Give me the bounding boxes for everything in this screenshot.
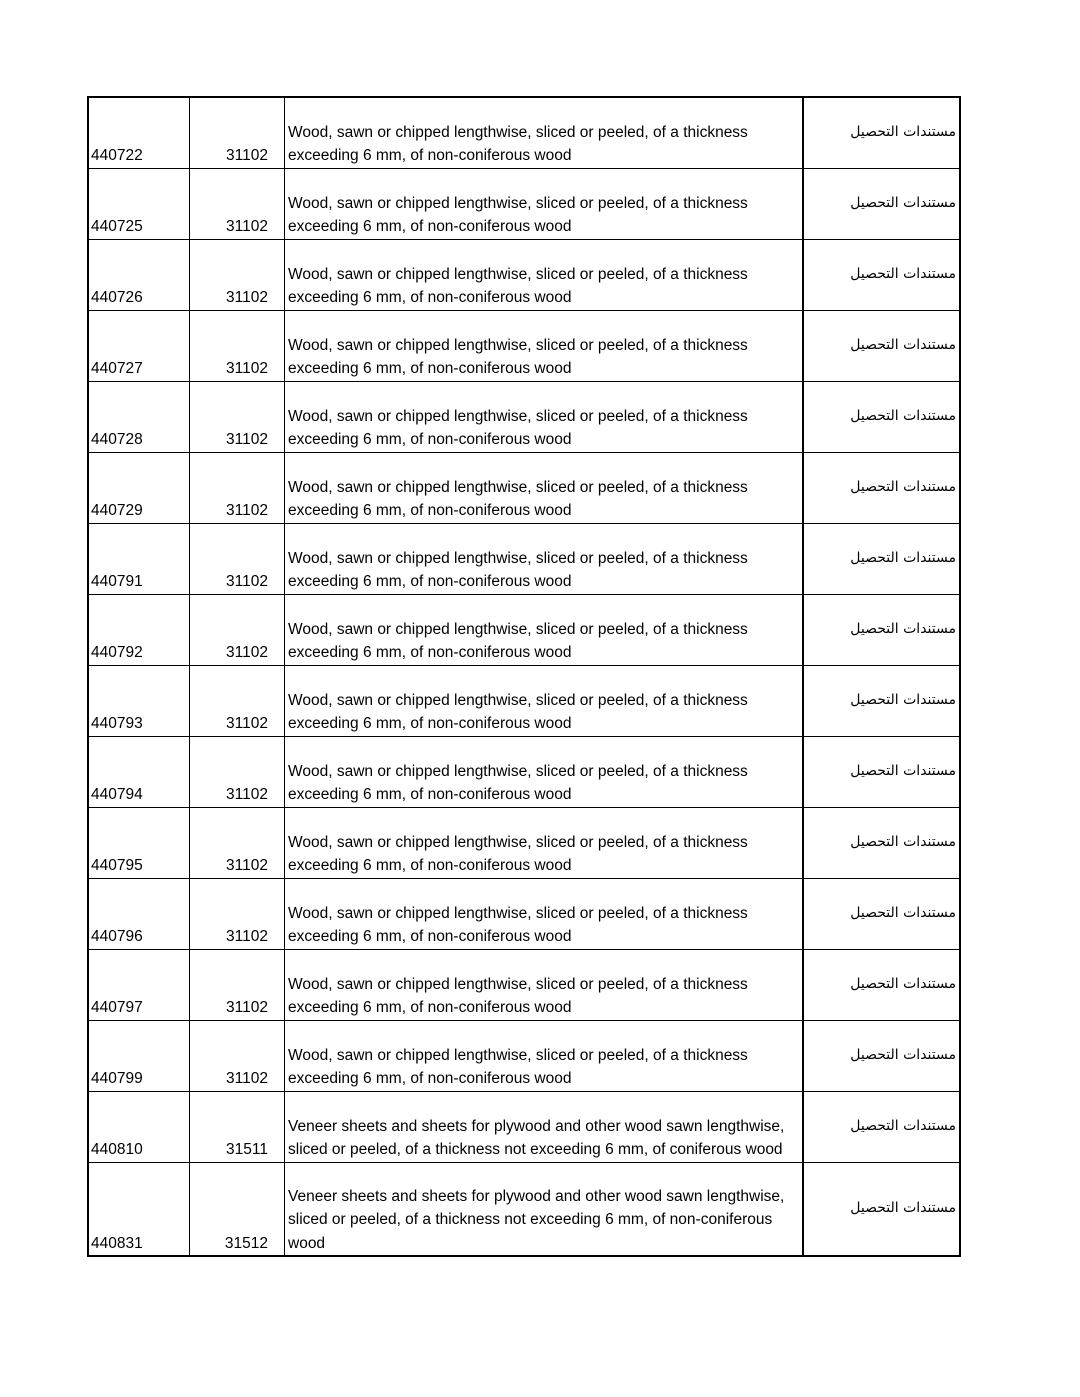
hs-code-cell: 440795 (88, 807, 190, 878)
hs-code-cell: 440793 (88, 665, 190, 736)
table-row (88, 736, 960, 807)
hs-code-cell: 440726 (88, 239, 190, 310)
table-row (88, 594, 960, 665)
hs-code-cell: 440728 (88, 381, 190, 452)
description-cell: Veneer sheets and sheets for plywood and other wood sawn lengthwise, sliced or peeled, of a thickness not exceeding 6 mm, of coniferous wood (285, 1091, 804, 1162)
document-type-cell: مستندات التحصيل (803, 1020, 960, 1091)
description-cell: Wood, sawn or chipped lengthwise, sliced or peeled, of a thickness exceeding 6 mm, of non-coniferous wood (285, 168, 804, 239)
category-code-cell: 31102 (190, 381, 285, 452)
hs-code-cell: 440794 (88, 736, 190, 807)
table-row (88, 1020, 960, 1091)
description-cell: Wood, sawn or chipped lengthwise, sliced or peeled, of a thickness exceeding 6 mm, of non-coniferous wood (285, 1020, 804, 1091)
table-row (88, 97, 960, 168)
description-cell: Wood, sawn or chipped lengthwise, sliced or peeled, of a thickness exceeding 6 mm, of non-coniferous wood (285, 310, 804, 381)
hs-code-cell: 440796 (88, 878, 190, 949)
category-code-cell: 31102 (190, 736, 285, 807)
document-type-cell: مستندات التحصيل (803, 239, 960, 310)
category-code-cell: 31102 (190, 878, 285, 949)
table-body (88, 97, 960, 1256)
category-code-cell: 31102 (190, 452, 285, 523)
table-row (88, 949, 960, 1020)
category-code-cell: 31102 (190, 239, 285, 310)
document-type-cell: مستندات التحصيل (803, 736, 960, 807)
document-type-cell: مستندات التحصيل (803, 523, 960, 594)
document-type-cell: مستندات التحصيل (803, 949, 960, 1020)
hs-code-cell: 440722 (88, 97, 190, 168)
description-cell: Wood, sawn or chipped lengthwise, sliced or peeled, of a thickness exceeding 6 mm, of non-coniferous wood (285, 878, 804, 949)
table-row (88, 239, 960, 310)
table-row (88, 523, 960, 594)
hs-code-cell: 440797 (88, 949, 190, 1020)
table-row (88, 665, 960, 736)
table-row (88, 1091, 960, 1162)
category-code-cell: 31102 (190, 1020, 285, 1091)
category-code-cell: 31102 (190, 310, 285, 381)
category-code-cell: 31511 (190, 1091, 285, 1162)
hs-code-cell: 440792 (88, 594, 190, 665)
table-row (88, 1162, 960, 1256)
table-row (88, 310, 960, 381)
document-type-cell: مستندات التحصيل (803, 878, 960, 949)
category-code-cell: 31102 (190, 168, 285, 239)
description-cell: Wood, sawn or chipped lengthwise, sliced or peeled, of a thickness exceeding 6 mm, of non-coniferous wood (285, 594, 804, 665)
category-code-cell: 31102 (190, 594, 285, 665)
spreadsheet-page (87, 96, 956, 1257)
document-type-cell: مستندات التحصيل (803, 1162, 960, 1256)
description-cell: Veneer sheets and sheets for plywood and other wood sawn lengthwise, sliced or peeled, of a thickness not exceeding 6 mm, of non-coniferous wood (285, 1162, 804, 1256)
category-code-cell: 31102 (190, 807, 285, 878)
document-type-cell: مستندات التحصيل (803, 381, 960, 452)
table-row (88, 168, 960, 239)
description-cell: Wood, sawn or chipped lengthwise, sliced or peeled, of a thickness exceeding 6 mm, of non-coniferous wood (285, 523, 804, 594)
hs-code-cell: 440831 (88, 1162, 190, 1256)
document-type-cell: مستندات التحصيل (803, 665, 960, 736)
description-cell: Wood, sawn or chipped lengthwise, sliced or peeled, of a thickness exceeding 6 mm, of non-coniferous wood (285, 97, 804, 168)
tariff-table (87, 96, 961, 1257)
category-code-cell: 31102 (190, 523, 285, 594)
document-type-cell: مستندات التحصيل (803, 97, 960, 168)
document-type-cell: مستندات التحصيل (803, 1091, 960, 1162)
document-type-cell: مستندات التحصيل (803, 310, 960, 381)
hs-code-cell: 440799 (88, 1020, 190, 1091)
hs-code-cell: 440729 (88, 452, 190, 523)
category-code-cell: 31102 (190, 949, 285, 1020)
description-cell: Wood, sawn or chipped lengthwise, sliced or peeled, of a thickness exceeding 6 mm, of non-coniferous wood (285, 736, 804, 807)
description-cell: Wood, sawn or chipped lengthwise, sliced or peeled, of a thickness exceeding 6 mm, of non-coniferous wood (285, 807, 804, 878)
table-row (88, 878, 960, 949)
hs-code-cell: 440725 (88, 168, 190, 239)
category-code-cell: 31102 (190, 97, 285, 168)
document-type-cell: مستندات التحصيل (803, 168, 960, 239)
document-type-cell: مستندات التحصيل (803, 452, 960, 523)
table-row (88, 452, 960, 523)
table-row (88, 807, 960, 878)
description-cell: Wood, sawn or chipped lengthwise, sliced or peeled, of a thickness exceeding 6 mm, of non-coniferous wood (285, 381, 804, 452)
description-cell: Wood, sawn or chipped lengthwise, sliced or peeled, of a thickness exceeding 6 mm, of non-coniferous wood (285, 665, 804, 736)
hs-code-cell: 440810 (88, 1091, 190, 1162)
description-cell: Wood, sawn or chipped lengthwise, sliced or peeled, of a thickness exceeding 6 mm, of non-coniferous wood (285, 239, 804, 310)
table-row (88, 381, 960, 452)
hs-code-cell: 440727 (88, 310, 190, 381)
document-type-cell: مستندات التحصيل (803, 807, 960, 878)
category-code-cell: 31102 (190, 665, 285, 736)
description-cell: Wood, sawn or chipped lengthwise, sliced or peeled, of a thickness exceeding 6 mm, of non-coniferous wood (285, 949, 804, 1020)
category-code-cell: 31512 (190, 1162, 285, 1256)
description-cell: Wood, sawn or chipped lengthwise, sliced or peeled, of a thickness exceeding 6 mm, of non-coniferous wood (285, 452, 804, 523)
hs-code-cell: 440791 (88, 523, 190, 594)
document-type-cell: مستندات التحصيل (803, 594, 960, 665)
